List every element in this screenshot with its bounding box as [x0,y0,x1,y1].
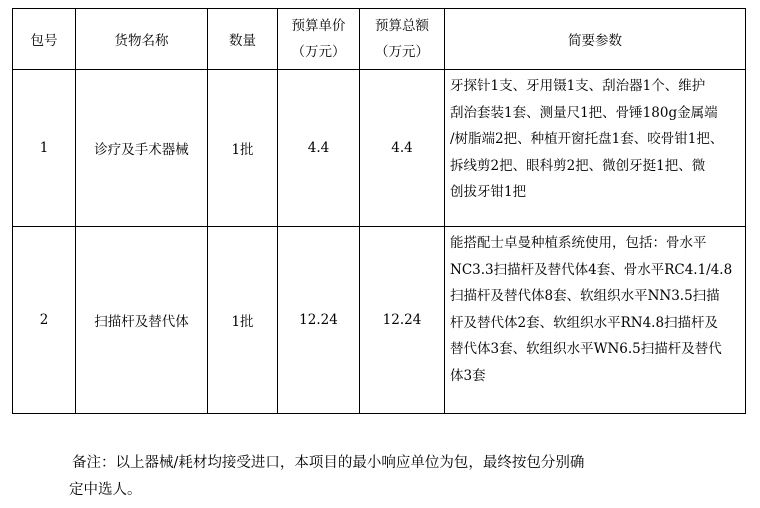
header-total-budget [360,9,445,70]
cell-total-budget: 4.4 [360,70,445,227]
header-total-budget-label: 预算总额 [375,18,429,34]
cell-unit-price: 12.24 [278,227,360,414]
param-line: 体3套 [450,367,486,384]
cell-goods-name: 诊疗及手术器械 [76,70,208,227]
cell-quantity: 1批 [208,70,278,227]
header-goods-name: 货物名称 [76,9,208,70]
param-line: 能搭配士卓曼种植系统使用，包括：骨水平 [450,235,707,251]
param-line: /树脂端2把、种植开窗托盘1套、咬骨钳1把、 [450,131,724,147]
header-unit-price [278,9,360,70]
param-line: 创拔牙钳1把 [450,184,527,200]
remarks-note [69,450,732,504]
remarks-line: 定中选人。 [69,482,142,498]
remarks-line: 备注：以上器械/耗材均接受进口，本项目的最小响应单位为包，最终按包分别确 [72,455,585,471]
param-line: 刮治套装1套、测量尺1把、骨锤180g金属端 [450,104,718,121]
param-line: NC3.3扫描杆及替代体4套、骨水平RC4.1/4.8 [450,261,733,278]
header-unit-price-label: 预算单价 [291,18,346,34]
cell-goods-name: 扫描杆及替代体 [76,227,208,414]
cell-brief-params [445,70,746,227]
param-line: 替代体3套、软组织水平WN6.5扫描杆及替代 [450,341,722,357]
header-package-no: 包号 [13,9,76,70]
table-row [13,227,746,414]
cell-brief-params [445,227,746,414]
cell-total-budget: 12.24 [360,227,445,414]
cell-quantity: 1批 [208,227,278,414]
param-line: 扫描杆及替代体8套、软组织水平NN3.5扫描 [450,288,720,304]
header-row [13,9,746,70]
table-row [13,70,746,227]
header-unit-price-unit: （万元） [291,44,346,60]
param-line: 牙探针1支、牙用镊1支、刮治器1个、维护 [450,78,706,94]
cell-unit-price: 4.4 [278,70,360,227]
cell-package-no: 1 [13,70,76,227]
header-total-budget-unit: （万元） [375,44,429,60]
header-brief-params: 简要参数 [445,9,746,70]
param-line: 杆及替代体2套、软组织水平RN4.8扫描杆及 [450,314,719,331]
cell-package-no: 2 [13,227,76,414]
procurement-table [12,8,746,414]
param-line: 拆线剪2把、眼科剪2把、微创牙挺1把、微 [450,157,706,174]
header-quantity: 数量 [208,9,278,70]
